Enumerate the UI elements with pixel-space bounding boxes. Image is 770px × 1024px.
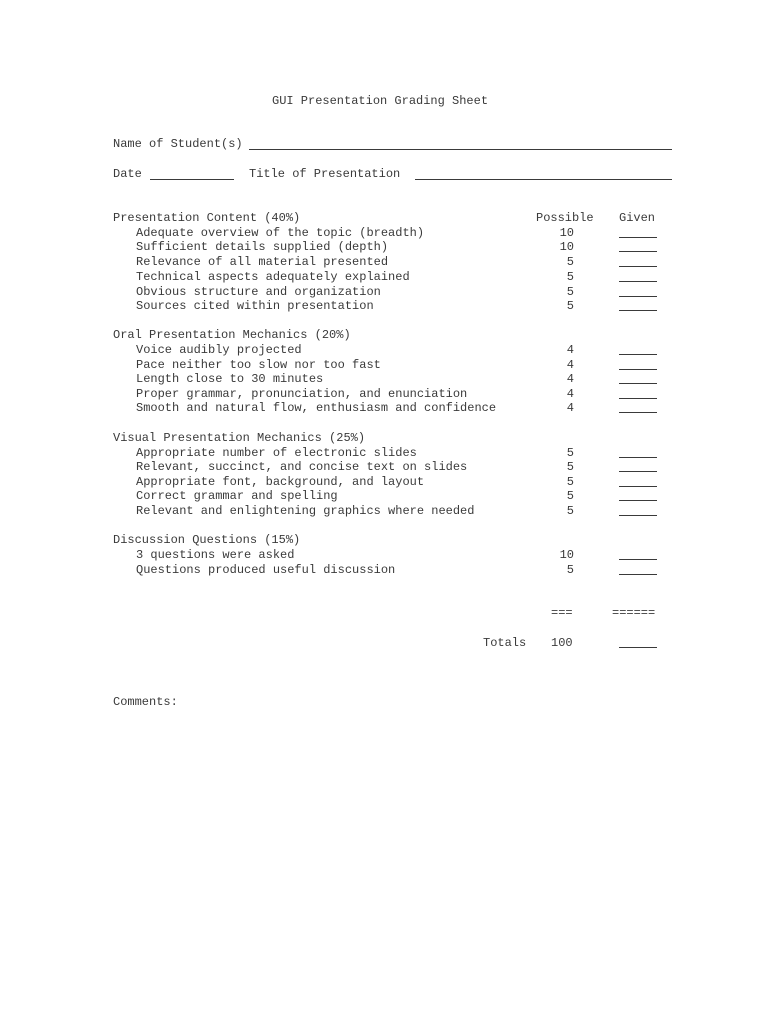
possible-points: 4 (566, 343, 574, 357)
presentation-title-field[interactable] (415, 179, 672, 180)
given-column-header: Given (619, 211, 656, 225)
possible-total-rule: === (551, 606, 573, 620)
possible-points: 5 (566, 446, 574, 460)
criterion-label: Pace neither too slow nor too fast (136, 358, 381, 372)
possible-points: 5 (566, 299, 574, 313)
possible-points: 5 (566, 504, 574, 518)
given-score-field[interactable] (619, 559, 657, 560)
given-score-field[interactable] (619, 486, 657, 487)
criterion-label: Smooth and natural flow, enthusiasm and confidence (136, 401, 497, 415)
student-name-label: Name of Student(s) (113, 137, 243, 151)
section-title: Discussion Questions (15%) (113, 533, 301, 547)
section-title: Oral Presentation Mechanics (20%) (113, 328, 351, 342)
criterion-label: Sources cited within presentation (136, 299, 374, 313)
totals-given-field[interactable] (619, 647, 657, 648)
given-total-rule: ====== (612, 606, 656, 620)
given-score-field[interactable] (619, 515, 657, 516)
presentation-title-label: Title of Presentation (249, 167, 401, 181)
criterion-label: Length close to 30 minutes (136, 372, 324, 386)
possible-points: 5 (566, 563, 574, 577)
student-name-field[interactable] (249, 149, 672, 150)
section-title: Presentation Content (40%) (113, 211, 301, 225)
criterion-label: Obvious structure and organization (136, 285, 381, 299)
possible-points: 10 (559, 548, 574, 562)
criterion-label: Appropriate font, background, and layout (136, 475, 425, 489)
criterion-label: Adequate overview of the topic (breadth) (136, 226, 425, 240)
given-score-field[interactable] (619, 237, 657, 238)
comments-label: Comments: (113, 695, 178, 709)
section-title: Visual Presentation Mechanics (25%) (113, 431, 366, 445)
criterion-label: Relevance of all material presented (136, 255, 389, 269)
given-score-field[interactable] (619, 471, 657, 472)
criterion-label: Technical aspects adequately explained (136, 270, 410, 284)
given-score-field[interactable] (619, 574, 657, 575)
possible-column-header: Possible (536, 211, 594, 225)
given-score-field[interactable] (619, 398, 657, 399)
given-score-field[interactable] (619, 266, 657, 267)
possible-points: 4 (566, 387, 574, 401)
possible-points: 4 (566, 358, 574, 372)
given-score-field[interactable] (619, 457, 657, 458)
criterion-label: Voice audibly projected (136, 343, 302, 357)
possible-points: 4 (566, 372, 574, 386)
date-label: Date (113, 167, 142, 181)
criterion-label: Questions produced useful discussion (136, 563, 396, 577)
date-field[interactable] (150, 179, 234, 180)
criterion-label: Proper grammar, pronunciation, and enunciation (136, 387, 468, 401)
possible-points: 5 (566, 475, 574, 489)
possible-points: 5 (566, 489, 574, 503)
given-score-field[interactable] (619, 251, 657, 252)
possible-points: 5 (566, 460, 574, 474)
given-score-field[interactable] (619, 281, 657, 282)
given-score-field[interactable] (619, 383, 657, 384)
given-score-field[interactable] (619, 369, 657, 370)
totals-label: Totals (483, 636, 527, 650)
criterion-label: Sufficient details supplied (depth) (136, 240, 389, 254)
possible-points: 10 (559, 240, 574, 254)
possible-points: 5 (566, 255, 574, 269)
criterion-label: 3 questions were asked (136, 548, 295, 562)
possible-points: 5 (566, 270, 574, 284)
possible-points: 4 (566, 401, 574, 415)
given-score-field[interactable] (619, 500, 657, 501)
given-score-field[interactable] (619, 412, 657, 413)
page-title: GUI Presentation Grading Sheet (272, 94, 489, 108)
criterion-label: Appropriate number of electronic slides (136, 446, 417, 460)
criterion-label: Relevant and enlightening graphics where needed (136, 504, 475, 518)
given-score-field[interactable] (619, 354, 657, 355)
possible-points: 5 (566, 285, 574, 299)
given-score-field[interactable] (619, 296, 657, 297)
criterion-label: Correct grammar and spelling (136, 489, 338, 503)
possible-points: 10 (559, 226, 574, 240)
criterion-label: Relevant, succinct, and concise text on slides (136, 460, 468, 474)
comments-area[interactable] (113, 712, 673, 992)
totals-possible-value: 100 (551, 636, 573, 650)
given-score-field[interactable] (619, 310, 657, 311)
